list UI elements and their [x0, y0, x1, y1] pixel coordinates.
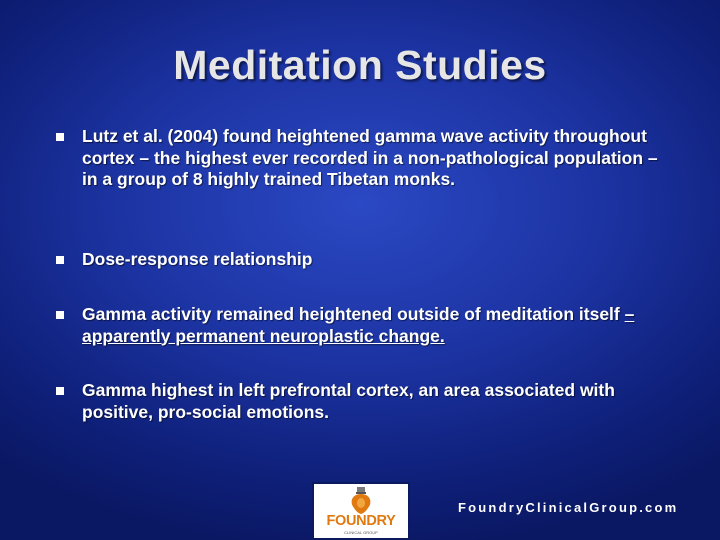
- bullet-marker: [56, 311, 64, 319]
- bullet-item: [56, 249, 676, 271]
- footer-url: FoundryClinicalGroup.com: [458, 500, 679, 515]
- logo-wordmark: FOUNDRY: [326, 513, 396, 529]
- bullet-marker: [56, 256, 64, 264]
- bullet-item: [56, 304, 676, 347]
- bullet-item: [56, 126, 676, 191]
- bullet-text: Gamma highest in left prefrontal cortex, an area associated with positive, pro-social emotions.: [82, 380, 615, 422]
- bullet-item: [56, 380, 676, 423]
- lightbulb-icon: [314, 484, 408, 516]
- bullet-marker: [56, 133, 64, 141]
- bullet-marker: [56, 387, 64, 395]
- bullet-text-underlined: – apparently permanent neuroplastic change.: [82, 304, 635, 346]
- bullet-text: Lutz et al. (2004) found heightened gamma wave activity throughout cortex – the highest ever recorded in a non-pathological population – in a group of 8 highly trained Tibetan monks.: [82, 126, 658, 189]
- foundry-logo: [312, 482, 410, 540]
- bullet-text-part: Gamma activity remained heightened outside of meditation itself: [82, 304, 625, 324]
- bullet-text: [82, 304, 676, 347]
- logo-subtext: CLINICAL GROUP: [344, 530, 378, 535]
- bullet-text: Dose-response relationship: [82, 249, 313, 269]
- slide-title: Meditation Studies: [173, 42, 547, 88]
